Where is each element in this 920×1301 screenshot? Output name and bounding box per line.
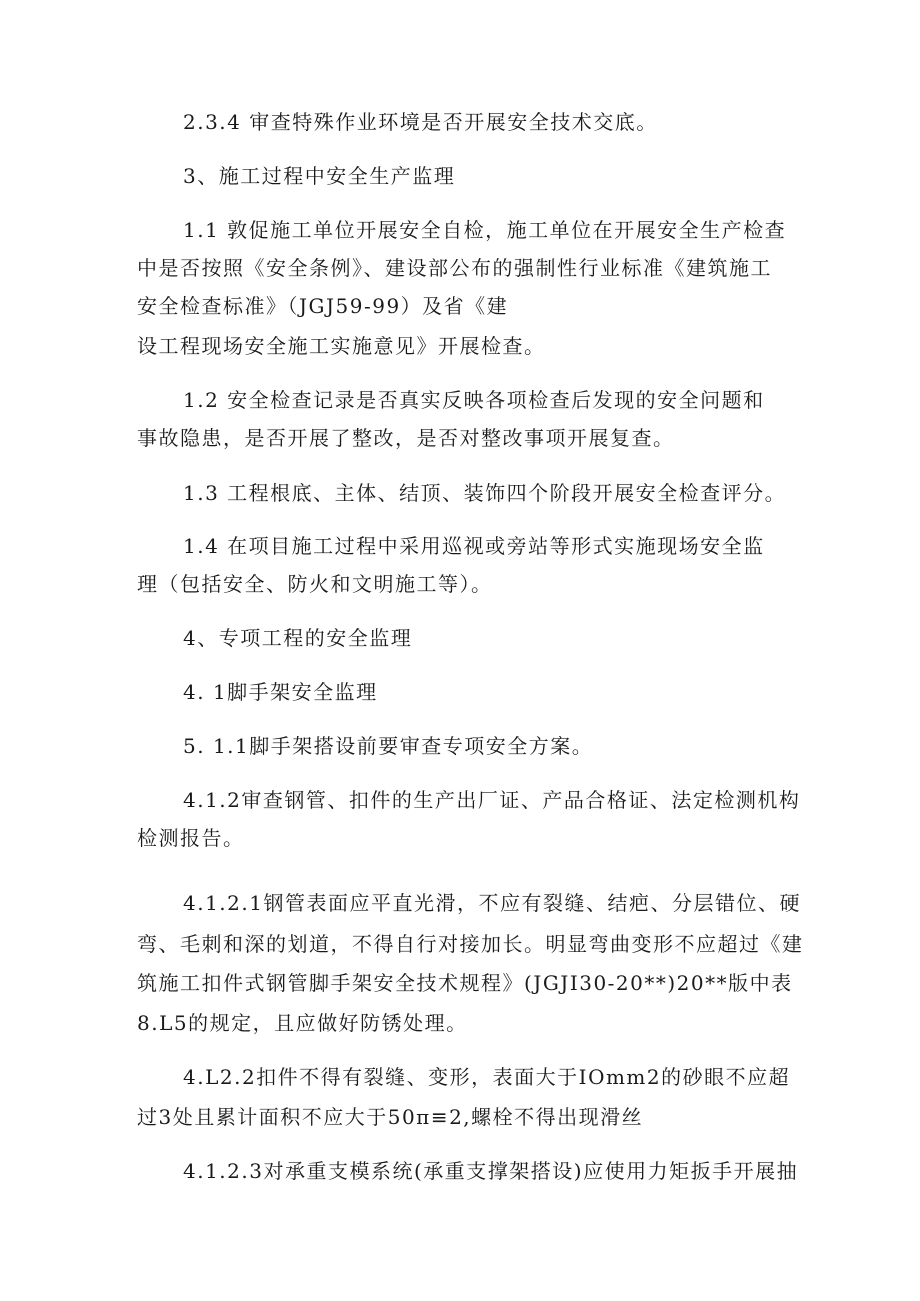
paragraph-1-2-line-2: 事故隐患，是否开展了整改，是否对整改事项开展复查。 xyxy=(137,426,675,450)
paragraph-4-1-2-1-line-4: 8.L5的规定，且应做好防锈处理。 xyxy=(137,1011,468,1035)
paragraph-4-1-2-1-line-1: 4.1.2.1钢管表面应平直光滑，不应有裂缝、结疤、分层错位、硬 xyxy=(183,891,801,915)
paragraph-4-1-2-line-1: 4.1.2审查钢管、扣件的生产出厂证、产品合格证、法定检测机构 xyxy=(183,788,801,812)
paragraph-4-1-2-line-2: 检测报告。 xyxy=(137,826,245,850)
paragraph-4-1-2-3-line-1: 4.1.2.3对承重支模系统(承重支撑架搭设)应使用力矩扳手开展抽 xyxy=(183,1159,799,1183)
paragraph-1-2-line-1: 1.2 安全检查记录是否真实反映各项检查后发现的安全问题和 xyxy=(183,388,765,412)
paragraph-4-1-2-2-line-1: 4.L2.2扣件不得有裂缝、变形，表面大于IOmm2的砂眼不应超 xyxy=(183,1065,791,1089)
paragraph-4-1-2-1-line-3: 筑施工扣件式钢管脚手架安全技术规程》(JGJI30-20**)20**版中表 xyxy=(137,971,793,995)
heading-4-1: 4. 1脚手架安全监理 xyxy=(183,680,378,704)
paragraph-1-1-line-1: 1.1 敦促施工单位开展安全自检，施工单位在开展安全生产检查 xyxy=(183,218,787,242)
paragraph-1-1-line-3: 安全检查标准》（JGJ59-99）及省《建 xyxy=(137,294,509,318)
paragraph-4-1-2-1-line-2: 弯、毛刺和深的划道，不得自行对接加长。明显弯曲变形不应超过《建 xyxy=(137,932,804,956)
paragraph-5-1-1: 5. 1.1脚手架搭设前要审查专项安全方案。 xyxy=(183,734,594,758)
paragraph-1-1-line-2: 中是否按照《安全条例》、建设部公布的强制性行业标准《建筑施工 xyxy=(137,256,772,280)
paragraph-1-1-line-4: 设工程现场安全施工实施意见》开展检查。 xyxy=(137,334,546,358)
paragraph-1-4-line-2: 理（包括安全、防火和文明施工等）。 xyxy=(137,572,493,596)
heading-section-3: 3、施工过程中安全生产监理 xyxy=(183,164,456,188)
paragraph-2-3-4: 2.3.4 审查特殊作业环境是否开展安全技术交底。 xyxy=(183,110,658,134)
paragraph-1-4-line-1: 1.4 在项目施工过程中采用巡视或旁站等形式实施现场安全监 xyxy=(183,534,765,558)
heading-section-4: 4、专项工程的安全监理 xyxy=(183,626,413,650)
paragraph-4-1-2-2-line-2: 过3处且累计面积不应大于50π≡2,螺栓不得出现滑丝 xyxy=(137,1105,644,1129)
paragraph-1-3: 1.3 工程根底、主体、结顶、装饰四个阶段开展安全检查评分。 xyxy=(183,481,787,505)
